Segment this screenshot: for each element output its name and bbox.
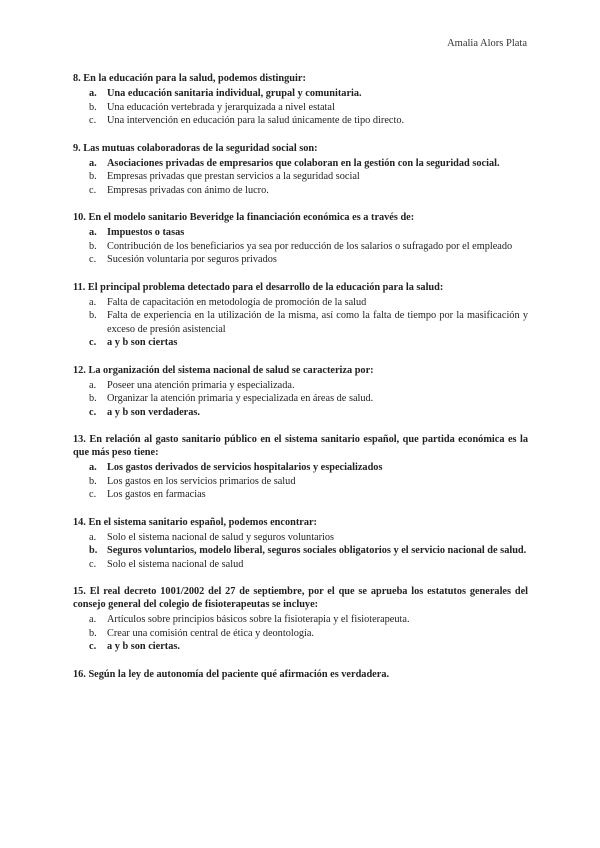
- option-letter: a.: [89, 227, 97, 238]
- option-letter: c.: [89, 337, 97, 348]
- option-text: Contribución de los beneficiarios ya sea por reducción de los salarios o sufragado por el empleado: [107, 240, 513, 252]
- answer-option: [73, 392, 528, 406]
- answer-option: [73, 627, 528, 641]
- option-letter: a.: [89, 157, 97, 169]
- answer-option: [73, 461, 528, 475]
- option-letter: c.: [89, 489, 97, 500]
- answer-option: [73, 170, 528, 184]
- option-letter: b.: [89, 393, 97, 404]
- author-header: Amalia Alors Plata: [447, 38, 527, 49]
- option-text: Solo el sistema nacional de salud: [107, 558, 244, 570]
- answer-option: [73, 296, 528, 310]
- option-letter: b.: [89, 171, 97, 182]
- option-text: Seguros voluntarios, modelo liberal, seguros sociales obligatorios y el servicio nacional de salud.: [107, 545, 527, 556]
- answer-option: [73, 640, 528, 654]
- option-letter: c.: [89, 406, 97, 418]
- answer-option: [73, 253, 528, 267]
- option-text: Falta de experiencia en la utilización de la misma, así como la falta de tiempo por la masificación y exceso de presión asistencial: [107, 310, 528, 335]
- question-block: [73, 433, 528, 502]
- answer-option: [73, 184, 528, 198]
- option-text: Organizar la atención primaria y especializada en áreas de salud.: [107, 393, 374, 404]
- answer-option: [73, 475, 528, 489]
- option-letter: a.: [89, 296, 97, 308]
- question-title: 8. En la educación para la salud, podemos distinguir:: [73, 73, 306, 84]
- question-block: [73, 72, 528, 128]
- option-letter: b.: [89, 475, 97, 487]
- option-text: Los gastos en los servicios primarios de salud: [107, 475, 296, 487]
- option-text: Los gastos en farmacias: [107, 489, 206, 500]
- answer-option: [73, 613, 528, 627]
- answer-option: [73, 87, 528, 101]
- option-text: Crear una comisión central de ética y deontología.: [107, 627, 315, 639]
- option-letter: b.: [89, 627, 97, 639]
- question-title: 11. El principal problema detectado para el desarrollo de la educación para la salud:: [73, 281, 444, 293]
- question-block: [73, 585, 528, 654]
- option-letter: a.: [89, 531, 97, 543]
- option-text: Falta de capacitación en metodología de promoción de la salud: [107, 296, 367, 308]
- option-letter: c.: [89, 254, 97, 265]
- answer-option: [73, 157, 528, 171]
- answer-option: [73, 309, 528, 336]
- option-letter: b.: [89, 310, 97, 321]
- option-text: Una educación vertebrada y jerarquizada a nivel estatal: [107, 101, 335, 113]
- answer-option: [73, 101, 528, 115]
- option-text: Una intervención en educación para la salud únicamente de tipo directo.: [107, 115, 405, 126]
- option-letter: b.: [89, 545, 98, 556]
- question-title: 12. La organización del sistema nacional de salud se caracteriza por:: [73, 364, 374, 376]
- option-letter: a.: [89, 462, 97, 473]
- question-block: [73, 281, 528, 350]
- answer-option: [73, 544, 528, 558]
- answer-option: [73, 336, 528, 350]
- question-title: 10. En el modelo sanitario Beveridge la financiación económica es a través de:: [73, 212, 415, 223]
- question-block: [73, 516, 528, 572]
- option-text: Una educación sanitaria individual, grupal y comunitaria.: [107, 88, 362, 99]
- option-letter: c.: [89, 115, 97, 126]
- answer-option: [73, 558, 528, 572]
- option-text: Sucesión voluntaria por seguros privados: [107, 254, 277, 265]
- option-letter: a.: [89, 88, 97, 99]
- option-text: Poseer una atención primaria y especializada.: [107, 379, 295, 391]
- answer-option: [73, 240, 528, 254]
- answer-option: [73, 379, 528, 393]
- question-title: 15. El real decreto 1001/2002 del 27 de septiembre, por el que se aprueba los estatutos generales del consejo general del colegio de fisioterapeutas se incluye:: [73, 586, 528, 610]
- answer-option: [73, 114, 528, 128]
- question-title: 16. Según la ley de autonomía del paciente qué afirmación es verdadera.: [73, 668, 390, 680]
- question-title: 14. En el sistema sanitario español, podemos encontrar:: [73, 516, 317, 528]
- option-letter: c.: [89, 184, 97, 196]
- option-text: a y b son verdaderas.: [107, 406, 200, 418]
- option-text: Empresas privadas que prestan servicios a la seguridad social: [107, 171, 360, 182]
- question-block: [73, 211, 528, 267]
- answer-option: [73, 406, 528, 420]
- option-letter: a.: [89, 614, 97, 625]
- option-letter: b.: [89, 101, 97, 113]
- question-list: [73, 72, 528, 695]
- answer-option: [73, 531, 528, 545]
- option-letter: c.: [89, 641, 97, 652]
- option-letter: a.: [89, 379, 97, 391]
- question-block: [73, 668, 528, 681]
- option-text: Artículos sobre principios básicos sobre la fisioterapia y el fisioterapeuta.: [107, 614, 410, 625]
- option-text: Impuestos o tasas: [107, 227, 185, 238]
- option-text: Solo el sistema nacional de salud y seguros voluntarios: [107, 531, 335, 543]
- option-letter: b.: [89, 240, 97, 252]
- option-letter: c.: [89, 558, 97, 570]
- question-block: [73, 142, 528, 198]
- option-text: a y b son ciertas.: [107, 641, 180, 652]
- option-text: Los gastos derivados de servicios hospitalarios y especializados: [107, 462, 383, 473]
- question-title: 13. En relación al gasto sanitario público en el sistema sanitario español, que partida económica es la que más peso tiene:: [73, 434, 528, 458]
- question-title: 9. Las mutuas colaboradoras de la seguridad social son:: [73, 142, 318, 154]
- question-block: [73, 364, 528, 420]
- option-text: Empresas privadas con ánimo de lucro.: [107, 184, 269, 196]
- option-text: Asociaciones privadas de empresarios que colaboran en la gestión con la seguridad social.: [107, 157, 500, 169]
- option-text: a y b son ciertas: [107, 337, 178, 348]
- answer-option: [73, 226, 528, 240]
- answer-option: [73, 488, 528, 502]
